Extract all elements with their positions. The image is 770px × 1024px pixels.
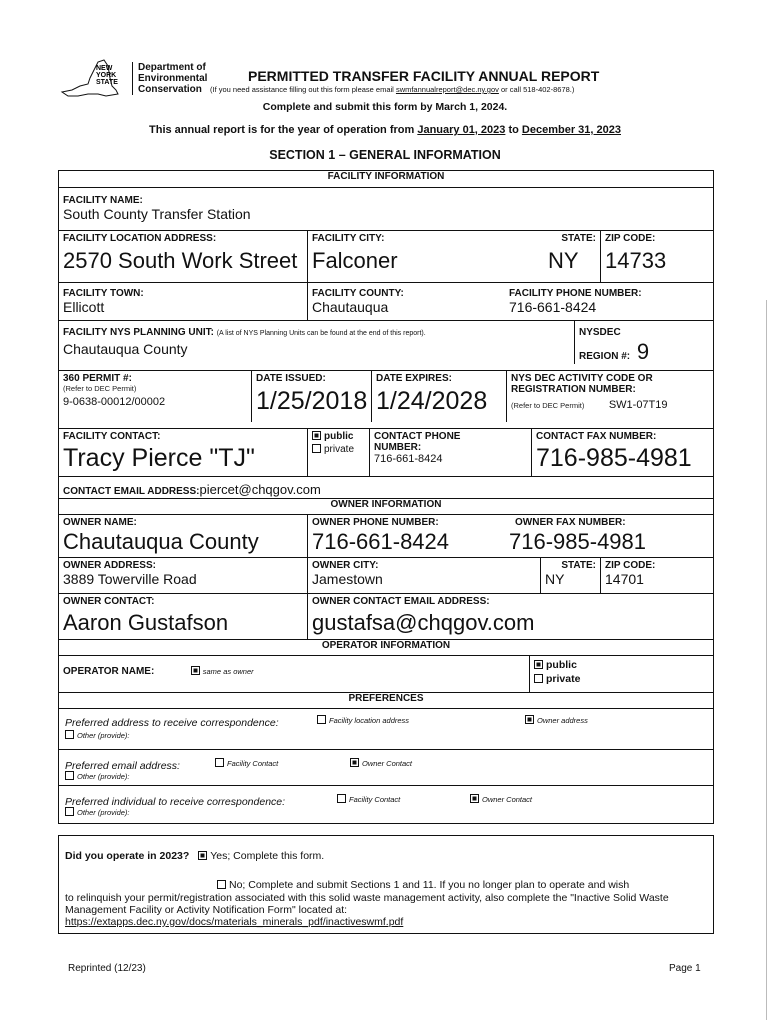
pref-address-owner-label: Owner address	[537, 716, 588, 725]
owner-email-field[interactable]: gustafsa@chqgov.com	[312, 610, 535, 635]
owner-info-bar: OWNER INFORMATION	[59, 498, 713, 515]
operate-no-checkbox[interactable]	[217, 880, 226, 889]
same-as-owner-label: same as owner	[202, 667, 254, 676]
facility-town-field[interactable]: Ellicott	[63, 299, 105, 315]
pref-individual-facility-checkbox[interactable]	[337, 794, 346, 803]
contact-phone-label-1: CONTACT PHONE	[374, 431, 461, 442]
owner-contact-field[interactable]: Aaron Gustafson	[63, 610, 229, 635]
region-field[interactable]: 9	[636, 339, 650, 364]
pref-address-facility-label: Facility location address	[329, 716, 410, 725]
facility-name-field[interactable]: South County Transfer Station	[63, 206, 251, 222]
contact-public-checkbox[interactable]	[312, 431, 321, 440]
facility-contact-field[interactable]: Tracy Pierce "TJ"	[63, 444, 255, 472]
facility-city-field[interactable]: Falconer	[312, 248, 398, 273]
operate-instructions: to relinquish your permit/registration associated with this solid waste management activity, also complete the "Inactive Solid Waste Management Facility or Activity Notification Form" located at:	[65, 892, 669, 916]
pref-individual-facility-label: Facility Contact	[349, 795, 401, 804]
contact-phone-label-2: NUMBER:	[374, 442, 422, 453]
date-issued-field[interactable]: 1/25/2018	[256, 387, 368, 415]
pref-individual-other-label: Other (provide):	[77, 808, 130, 817]
reporting-period: This annual report is for the year of operation from January 01, 2023 to December 31, 2023	[149, 124, 621, 136]
pref-individual-row	[59, 785, 713, 824]
submission-deadline: Complete and submit this form by March 1, 2024.	[262, 101, 508, 113]
owner-fax-field[interactable]: 716-985-4981	[509, 529, 647, 554]
owner-zip-label: ZIP CODE:	[605, 560, 656, 571]
facility-address-label: FACILITY LOCATION ADDRESS:	[63, 233, 217, 244]
contact-email-label: CONTACT EMAIL ADDRESS:	[63, 486, 200, 497]
facility-state-label: STATE:	[561, 233, 596, 244]
owner-address-field[interactable]: 3889 Towerville Road	[63, 571, 197, 587]
operator-private-label: private	[546, 673, 581, 685]
operator-private-checkbox[interactable]	[534, 674, 543, 683]
pref-email-row	[59, 749, 713, 785]
assistance-email-link[interactable]: swmfannualreport@dec.ny.gov	[395, 85, 499, 94]
facility-zip-label: ZIP CODE:	[605, 233, 656, 244]
facility-county-label: FACILITY COUNTY:	[312, 288, 404, 299]
owner-contact-label: OWNER CONTACT:	[63, 596, 155, 607]
facility-city-label: FACILITY CITY:	[312, 233, 385, 244]
operator-name-label: OPERATOR NAME:	[63, 666, 155, 677]
planning-unit-note: (A list of NYS Planning Units can be found at the end of this report).	[216, 330, 426, 337]
contact-private-checkbox[interactable]	[312, 444, 321, 453]
section-title: SECTION 1 – GENERAL INFORMATION	[269, 148, 501, 162]
pref-individual-other-checkbox[interactable]	[65, 807, 74, 816]
operate-yes-label: Yes; Complete this form.	[210, 850, 325, 862]
owner-phone-field[interactable]: 716-661-8424	[312, 529, 450, 554]
operate-question: Did you operate in 2023?	[65, 850, 190, 862]
region-label-2: REGION #:	[579, 351, 631, 362]
facility-name-label: FACILITY NAME:	[63, 195, 143, 206]
logo-text-2: YORK	[96, 72, 117, 79]
pref-individual-owner-checkbox[interactable]	[470, 794, 479, 803]
owner-contact-row	[59, 593, 713, 639]
pref-email-owner-label: Owner Contact	[362, 759, 413, 768]
owner-address-row	[59, 557, 713, 593]
logo-text-1: NEW	[96, 65, 113, 72]
facility-info-bar: FACILITY INFORMATION	[59, 171, 713, 188]
permit-label: 360 PERMIT #:	[63, 373, 132, 384]
report-title: PERMITTED TRANSFER FACILITY ANNUAL REPORT	[248, 68, 600, 84]
contact-public-label: public	[324, 431, 354, 442]
operator-info-bar: OPERATOR INFORMATION	[59, 639, 713, 656]
operator-row	[59, 656, 713, 692]
activity-code-label-2: REGISTRATION NUMBER:	[511, 384, 636, 395]
page-number: Page 1	[669, 963, 701, 974]
pref-email-other-checkbox[interactable]	[65, 771, 74, 780]
facility-zip-field[interactable]: 14733	[605, 248, 667, 273]
preferences-bar: PREFERENCES	[59, 692, 713, 709]
operate-yes-checkbox[interactable]	[198, 851, 207, 860]
pref-address-other-checkbox[interactable]	[65, 730, 74, 739]
facility-address-field[interactable]: 2570 South Work Street	[63, 248, 298, 273]
operate-no-label: No; Complete and submit Sections 1 and 11. If you no longer plan to operate and wish	[229, 879, 630, 891]
pref-individual-owner-label: Owner Contact	[482, 795, 533, 804]
owner-city-label: OWNER CITY:	[312, 560, 379, 571]
owner-fax-label: OWNER FAX NUMBER:	[515, 517, 626, 528]
contact-email-field[interactable]: piercet@chqgov.com	[199, 482, 321, 497]
contact-fax-field[interactable]: 716-985-4981	[536, 444, 692, 472]
owner-name-field[interactable]: Chautauqua County	[63, 529, 259, 554]
owner-state-field[interactable]: NY	[545, 571, 565, 587]
facility-contact-row	[59, 428, 713, 476]
inactive-form-link[interactable]: https://extapps.dec.ny.gov/docs/materials_minerals_pdf/inactiveswmf.pdf	[65, 916, 404, 928]
activity-code-note: (Refer to DEC Permit)	[511, 401, 585, 410]
agency-name: Department of Environmental Conservation	[132, 62, 207, 95]
operator-public-checkbox[interactable]	[534, 660, 543, 669]
operator-public-label: public	[546, 659, 577, 671]
facility-state-field[interactable]: NY	[548, 248, 579, 273]
owner-name-label: OWNER NAME:	[63, 517, 137, 528]
contact-email-row	[59, 476, 713, 498]
activity-code-field[interactable]: SW1-07T19	[608, 399, 668, 411]
pref-address-facility-checkbox[interactable]	[317, 715, 326, 724]
same-as-owner-checkbox[interactable]	[191, 666, 200, 675]
facility-address-row	[59, 230, 713, 282]
date-issued-label: DATE ISSUED:	[256, 373, 326, 384]
facility-name-row	[59, 188, 713, 230]
permit-field[interactable]: 9-0638-00012/00002	[63, 396, 166, 408]
owner-email-label: OWNER CONTACT EMAIL ADDRESS:	[312, 596, 490, 607]
facility-town-row	[59, 282, 713, 320]
operation-status-box	[58, 835, 714, 934]
facility-town-label: FACILITY TOWN:	[63, 288, 144, 299]
owner-name-row	[59, 515, 713, 557]
pref-address-owner-checkbox[interactable]	[525, 715, 534, 724]
contact-fax-label: CONTACT FAX NUMBER:	[536, 431, 657, 442]
contact-phone-field[interactable]: 716-661-8424	[374, 453, 443, 465]
facility-county-field[interactable]: Chautauqua	[312, 299, 389, 315]
pref-email-other-label: Other (provide):	[77, 772, 130, 781]
activity-code-label-1: NYS DEC ACTIVITY CODE OR	[511, 373, 653, 384]
pref-address-other-label: Other (provide):	[77, 731, 130, 740]
owner-phone-label: OWNER PHONE NUMBER:	[312, 517, 439, 528]
pref-email-facility-checkbox[interactable]	[215, 758, 224, 767]
pref-address-question: Preferred address to receive correspondence:	[65, 717, 279, 729]
facility-phone-field[interactable]: 716-661-8424	[509, 299, 597, 315]
permit-row	[59, 370, 713, 422]
scan-edge-line	[766, 300, 767, 1020]
planning-unit-label: FACILITY NYS PLANNING UNIT:	[63, 327, 214, 338]
pref-email-question: Preferred email address:	[65, 760, 180, 772]
planning-unit-field[interactable]: Chautauqua County	[63, 341, 188, 357]
owner-zip-field[interactable]: 14701	[605, 571, 644, 587]
facility-contact-label: FACILITY CONTACT:	[63, 431, 161, 442]
facility-phone-label: FACILITY PHONE NUMBER:	[509, 288, 642, 299]
pref-address-row	[59, 709, 713, 749]
report-header	[58, 56, 718, 106]
owner-city-field[interactable]: Jamestown	[312, 571, 383, 587]
contact-private-label: private	[324, 444, 355, 455]
pref-email-facility-label: Facility Contact	[227, 759, 279, 768]
pref-individual-question: Preferred individual to receive correspondence:	[65, 796, 286, 808]
reprint-date: Reprinted (12/23)	[68, 963, 146, 974]
date-expires-field[interactable]: 1/24/2028	[376, 387, 488, 415]
owner-address-label: OWNER ADDRESS:	[63, 560, 156, 571]
assistance-note: (If you need assistance filling out this form please email swmfannualreport@dec.ny.gov or call 518-402-8678.)	[210, 85, 575, 94]
owner-state-label: STATE:	[561, 560, 596, 571]
region-label-1: NYSDEC	[579, 327, 621, 338]
pref-email-owner-checkbox[interactable]	[350, 758, 359, 767]
permit-note: (Refer to DEC Permit)	[63, 384, 137, 393]
date-expires-label: DATE EXPIRES:	[376, 373, 452, 384]
logo-text-3: STATE	[96, 79, 118, 86]
nys-map-logo-icon	[58, 56, 126, 100]
planning-unit-row	[59, 320, 713, 364]
general-information-form	[58, 170, 714, 824]
